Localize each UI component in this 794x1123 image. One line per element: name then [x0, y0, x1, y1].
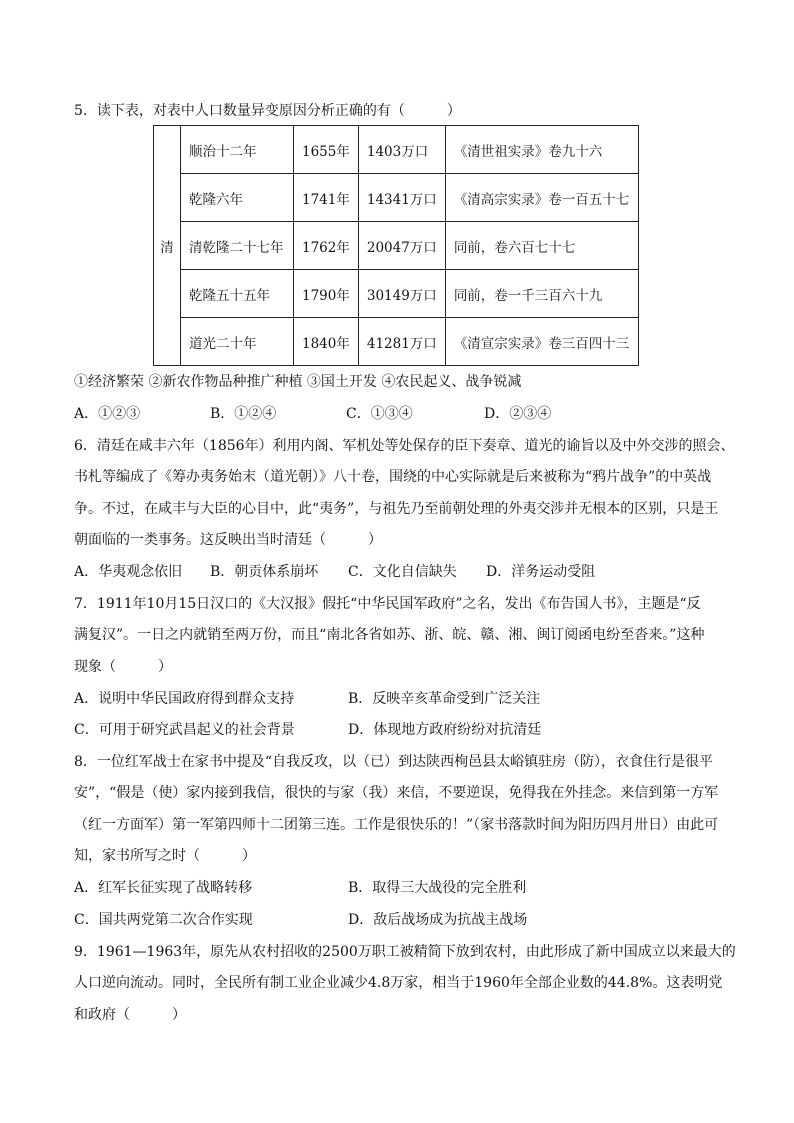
table-cell: 1790年	[294, 270, 359, 318]
table-cell: 41281万口	[358, 318, 445, 366]
table-cell: 清乾隆二十七年	[181, 222, 294, 270]
q5-option-c[interactable]: C．①③④	[346, 406, 413, 422]
table-cell: 20047万口	[358, 222, 445, 270]
q6-option-c[interactable]: C．文化自信缺失	[348, 564, 457, 580]
q8-line-2: 安”，“假是（使）家内接到我信，很快的与家（我）来信，不要逆误，免得我在外挂念。来信到第一方军	[74, 785, 719, 801]
q5-option-a[interactable]: A．①②③	[74, 406, 141, 422]
table-cell: 《清世祖实录》卷九十六	[445, 126, 638, 174]
q8-line-4: 知，家书所写之时（ ）	[74, 848, 256, 864]
table-cell: 同前，卷六百七十七	[445, 222, 638, 270]
q8-option-d[interactable]: D．敌后战场成为抗战主战场	[348, 912, 528, 928]
q6-option-d[interactable]: D．洋务运动受阻	[486, 564, 596, 580]
q9-line-2: 人口逆向流动。同时，全民所有制工业企业减少4.8万家，相当于1960年全部企业数的44.8%。这表明党	[74, 975, 723, 991]
q5-stem: 5．读下表，对表中人口数量异变原因分析正确的有（ ）	[74, 103, 461, 119]
q6-line-3: 争。不过，在咸丰与大臣的心目中，此“夷务”，与祖先乃至前朝处理的外夷交涉并无根本的区别，只是王	[74, 501, 719, 517]
q7-option-a[interactable]: A．说明中华民国政府得到群众支持	[74, 691, 295, 707]
table-cell: 《清高宗实录》卷一百五十七	[445, 174, 638, 222]
table-cell: 同前，卷一千三百六十九	[445, 270, 638, 318]
q7-line-2: 满复汉”。一日之内就销至两万份，而且“南北各省如苏、浙、皖、赣、湘、闽订阅函电纷至沓来。”这种	[74, 627, 705, 643]
q6-line-2: 书札等编成了《筹办夷务始末（道光朝）》八十卷，围绕的中心实际就是后来被称为“鸦片战争”的中英战	[74, 469, 712, 485]
table-cell: 1403万口	[358, 126, 445, 174]
table-row	[154, 222, 639, 270]
q6-option-b[interactable]: B．朝贡体系崩坏	[210, 564, 319, 580]
q8-line-1: 8．一位红军战士在家书中提及“自我反攻，以（已）到达陕西栒邑县太峪镇驻房（防），衣食住行是很平	[74, 754, 714, 770]
q7-option-b[interactable]: B．反映辛亥革命受到广泛关注	[348, 691, 541, 707]
q6-option-a[interactable]: A．华夷观念依旧	[74, 564, 183, 580]
table-row	[154, 318, 639, 366]
q8-option-b[interactable]: B．取得三大战役的完全胜利	[348, 880, 527, 896]
table-row	[154, 126, 639, 174]
q5-note: ①经济繁荣 ②新农作物品种推广种植 ③国土开发 ④农民起义、战争锐减	[74, 374, 522, 390]
table-cell: 顺治十二年	[181, 126, 294, 174]
table-cell: 14341万口	[358, 174, 445, 222]
q5-option-d[interactable]: D．②③④	[484, 406, 552, 422]
q5-option-b[interactable]: B．①②④	[210, 406, 277, 422]
table-row	[154, 270, 639, 318]
table-cell: 乾隆五十五年	[181, 270, 294, 318]
q7-option-c[interactable]: C．可用于研究武昌起义的社会背景	[74, 722, 295, 738]
table-cell: 1655年	[294, 126, 359, 174]
table-cell: 1762年	[294, 222, 359, 270]
table-cell: 1840年	[294, 318, 359, 366]
population-table	[153, 125, 639, 366]
q9-line-1: 9．1961—1963年，原先从农村招收的2500万职工被精简下放到农村，由此形成了新中国成立以来最大的	[74, 944, 736, 960]
table-cell: 30149万口	[358, 270, 445, 318]
q7-line-3: 现象（ ）	[74, 659, 172, 675]
q9-line-3: 和政府（ ）	[74, 1007, 186, 1023]
q7-option-d[interactable]: D．体现地方政府纷纷对抗清廷	[348, 722, 542, 738]
dynasty-cell: 清	[154, 126, 181, 366]
q8-option-c[interactable]: C．国共两党第二次合作实现	[74, 912, 253, 928]
table-cell: 道光二十年	[181, 318, 294, 366]
q8-option-a[interactable]: A．红军长征实现了战略转移	[74, 880, 253, 896]
q7-line-1: 7．1911年10月15日汉口的《大汉报》假托“中华民国军政府”之名，发出《布告国人书》，主题是“反	[74, 596, 701, 612]
table-cell: 1741年	[294, 174, 359, 222]
table-cell: 乾隆六年	[181, 174, 294, 222]
q8-line-3: （红一方面军）第一军第四师十二团第三连。工作是很快乐的！”（家书落款时间为阳历四月卅日）由此可	[74, 817, 719, 833]
q6-line-1: 6．清廷在咸丰六年（1856年）利用内阁、军机处等处保存的臣下奏章、道光的谕旨以及中外交涉的照会、	[74, 438, 735, 454]
table-cell: 《清宣宗实录》卷三百四十三	[445, 318, 638, 366]
table-row	[154, 174, 639, 222]
q6-line-4: 朝面临的一类事务。这反映出当时清廷（ ）	[74, 532, 382, 548]
